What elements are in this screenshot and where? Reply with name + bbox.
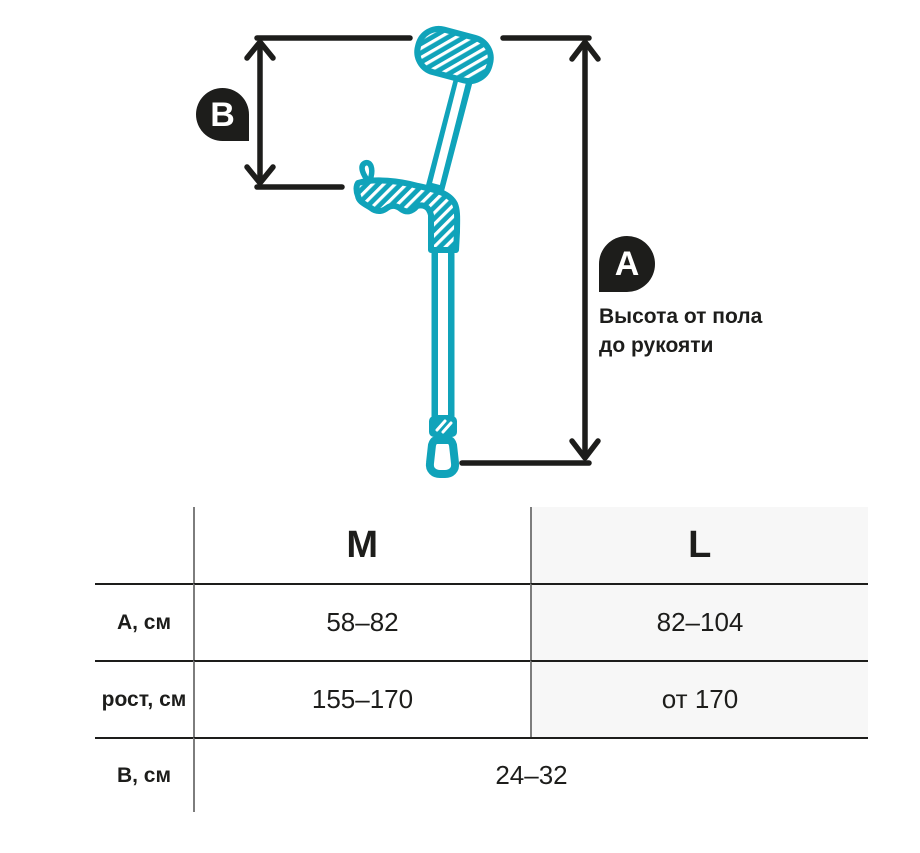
crutch-upper-tube [434, 66, 467, 192]
dimension-a-arrow [462, 38, 598, 463]
dimension-a-caption-line2: до рукояти [599, 334, 714, 357]
crutch-collar [429, 416, 457, 437]
dimension-b-arrow [247, 38, 410, 187]
row-height-value-m: 155–170 [193, 660, 530, 737]
dimension-a-caption [599, 302, 762, 360]
row-a-label: А, см [95, 583, 193, 660]
row-b-value-both: 24–32 [193, 737, 868, 812]
dimension-a-caption-line1: Высота от пола [599, 305, 763, 328]
size-table-corner-cell [95, 507, 193, 583]
crutch-cuff [413, 24, 496, 86]
crutch-illustration [357, 24, 496, 474]
crutch-handle [357, 180, 458, 250]
row-height-value-l: от 170 [530, 660, 868, 737]
dimension-b-letter: В [210, 95, 235, 134]
size-column-l-header: L [530, 507, 868, 583]
dimension-b-badge [196, 88, 249, 141]
dimension-a-badge [599, 236, 655, 292]
row-a-value-l: 82–104 [530, 583, 868, 660]
size-table [95, 507, 868, 812]
row-b-label: В, см [95, 737, 193, 812]
dimension-a-letter: А [614, 245, 640, 283]
size-column-m-header: M [193, 507, 530, 583]
row-a-value-m: 58–82 [193, 583, 530, 660]
row-height-label: рост, см [95, 660, 193, 737]
crutch-ferrule [430, 440, 455, 474]
